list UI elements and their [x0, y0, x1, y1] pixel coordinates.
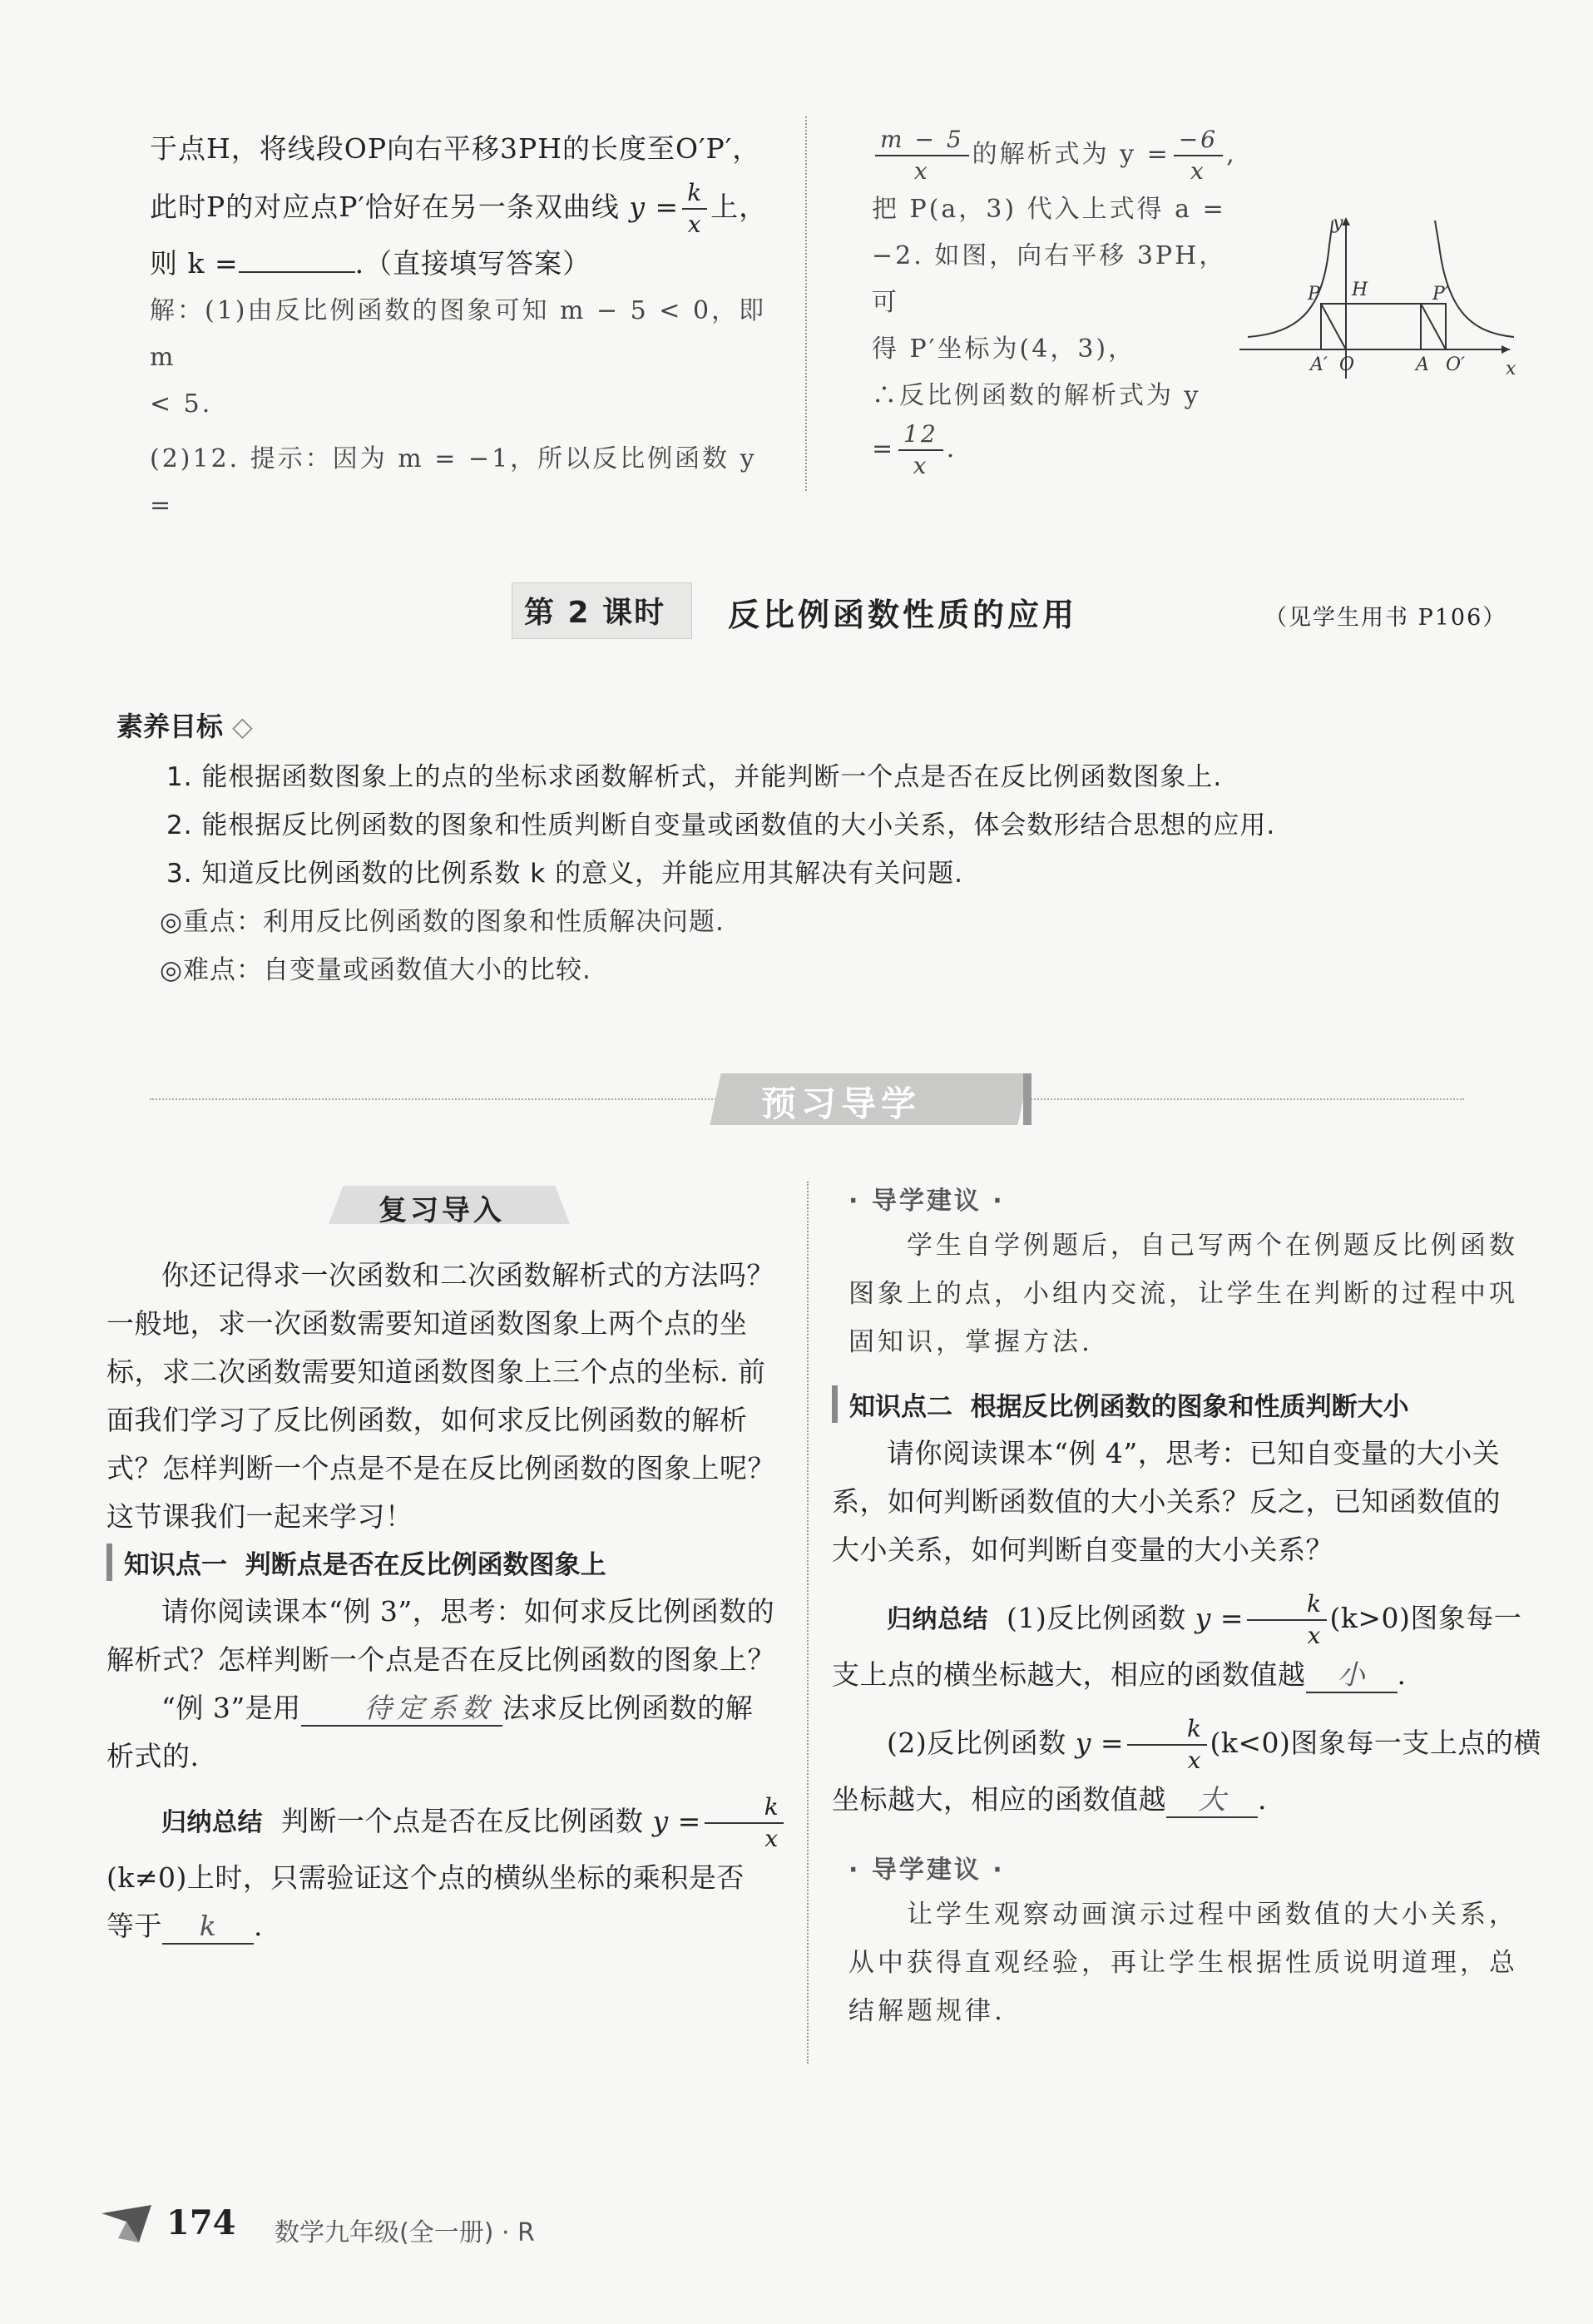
text-line: 你还记得求一次函数和二次函数解析式的方法吗？: [161, 1259, 774, 1291]
solution-line: < 5.: [150, 389, 213, 419]
label-P: P: [1308, 284, 1320, 305]
answer-blank: 大: [1166, 1783, 1258, 1818]
text-line: (2)反比例函数 y = $\frac{k}{x}$ (k<0)图象每一支上点的横: [887, 1715, 1541, 1774]
text-line: 图象上的点，小组内交流，让学生在判断的过程中巩: [848, 1279, 1518, 1309]
text-line: 归纳总结 (1)反比例函数 y = $\frac{k}{x}$ (k>0)图象每一: [887, 1590, 1522, 1649]
text-line: −2. 如图，向右平移 3PH，可: [872, 241, 1227, 317]
text-line: 析式的.: [106, 1740, 200, 1772]
label-Op: O′: [1446, 354, 1466, 375]
x-axis-arrow: [1501, 345, 1510, 354]
text-line: 把 P(a，3) 代入上式得 a =: [872, 195, 1226, 224]
goal-item: 1. 能根据函数图象上的点的坐标求函数解析式，并能判断一个点是否在反比例函数图象上.: [166, 762, 1223, 792]
answer-blank: 待定系数: [301, 1692, 502, 1727]
key-point: ◎重点：利用反比例函数的图象和性质解决问题.: [160, 907, 725, 937]
fraction: $\frac{k}{x}$: [705, 1792, 784, 1854]
text-line: 支上点的横坐标越大，相应的函数值越 小 .: [832, 1651, 1547, 1699]
guide-title-1: · 导学建议 ·: [848, 1187, 1005, 1216]
text-line: 式？怎样判断一个点是不是在反比例函数的图象上呢？: [106, 1452, 775, 1484]
text-line: (k≠0)上时，只需验证这个点的横纵坐标的乘积是否: [106, 1861, 745, 1894]
text-line: 面我们学习了反比例函数，如何求反比例函数的解析: [106, 1404, 748, 1436]
text-line: 让学生观察动画演示过程中函数值的大小关系，: [907, 1900, 1518, 1930]
solution-line: 解：(1)由反比例函数的图象可知 m − 5 < 0，即 m: [150, 296, 767, 372]
difficult-point: ◎难点：自变量或函数值大小的比较.: [160, 955, 591, 985]
segment-OpPp: [1421, 304, 1446, 349]
summary-label: 归纳总结: [887, 1605, 988, 1634]
text-line: 标，求二次函数需要知道函数图象上三个点的坐标. 前: [106, 1355, 766, 1388]
text-line: = $\frac{12}{x}$ .: [872, 420, 957, 479]
book-title: 数学九年级(全一册) · R: [275, 2218, 535, 2247]
guide-text-1: [848, 1221, 1531, 1366]
label-Ap: A′: [1310, 354, 1328, 375]
knowledge-point-2: 知识点二 根据反比例函数的图象和性质判断大小: [832, 1385, 1409, 1423]
goals-list: [160, 753, 1539, 994]
top-left-block: [150, 125, 790, 529]
fraction: $\frac{k}{x}$: [682, 178, 707, 240]
text-line: $\frac{m - 5}{x}$ 的解析式为 y = $\frac{-6}{x}$ ,: [872, 125, 1246, 186]
hyperbola-branch-right: [1435, 221, 1514, 337]
label-y: y: [1333, 213, 1343, 234]
label-A: A: [1416, 354, 1429, 375]
top-right-block: [872, 125, 1246, 481]
page-number: 174: [166, 2203, 236, 2242]
text-line: 得 P′坐标为(4，3)，: [872, 334, 1136, 364]
review-title: 复习导入: [378, 1194, 505, 1227]
text-line: 于点H，将线段OP向右平移3PH的长度至O′P′，: [150, 132, 761, 165]
text-line: 结解题规律.: [848, 1996, 1006, 2026]
text-line: 解析式？怎样判断一个点是否在反比例函数的图象上？: [106, 1643, 775, 1676]
student-book-ref: （见学生用书 P106）: [1264, 605, 1507, 631]
label-x: x: [1506, 359, 1516, 379]
text-line: 大小关系，如何判断自变量的大小关系？: [832, 1534, 1333, 1566]
answer-blank: 小: [1306, 1658, 1398, 1693]
hyperbola-branch-left: [1248, 221, 1333, 337]
text-line: ∴反比例函数的解析式为 y: [872, 381, 1201, 410]
fraction: $\frac{k}{x}$: [1127, 1714, 1206, 1776]
label-O: O: [1339, 354, 1355, 375]
answer-blank: [239, 271, 355, 273]
text-line: 归纳总结 判断一个点是否在反比例函数 y = $\frac{k}{x}$: [106, 1792, 797, 1854]
fraction: $\frac{m - 5}{x}$: [875, 125, 969, 186]
diamond-icon: ◇: [232, 711, 253, 742]
guide-text-2: [848, 1890, 1531, 2035]
text-line: 学生自学例题后，自己写两个在例题反比例函数: [907, 1231, 1518, 1261]
text-line: 则 k = .（直接填写答案）: [150, 247, 591, 280]
fraction: $\frac{12}{x}$: [898, 419, 943, 481]
goal-item: 2. 能根据反比例函数的图象和性质判断自变量或函数值的大小关系，体会数形结合思想的应用.: [166, 810, 1276, 840]
label-H: H: [1352, 280, 1368, 300]
text-line: 请你阅读课本“例 3”，思考：如何求反比例函数的: [161, 1595, 775, 1628]
summary-label: 归纳总结: [161, 1808, 263, 1837]
review-text: [106, 1251, 797, 1541]
goals-heading: 素养目标 ◇: [116, 711, 253, 742]
fraction: $\frac{-6}{x}$: [1174, 125, 1223, 186]
segment-OP: [1321, 304, 1346, 349]
text-line: 一般地，求一次函数需要知道函数图象上两个点的坐: [106, 1307, 748, 1340]
label-Pp: P′: [1432, 284, 1449, 305]
text-line: 请你阅读课本“例 4”，思考：已知自变量的大小关: [887, 1437, 1501, 1469]
fraction: $\frac{k}{x}$: [1247, 1589, 1326, 1651]
goal-item: 3. 知道反比例函数的比例系数 k 的意义，并能应用其解决有关问题.: [166, 859, 963, 889]
banner-title: 预习导学: [761, 1083, 922, 1124]
kp1-body: [106, 1588, 797, 1950]
y-axis-arrow: [1342, 217, 1350, 225]
banner-accent: [1023, 1073, 1031, 1125]
knowledge-point-1: 知识点一 判断点是否在反比例函数图象上: [106, 1544, 606, 1581]
text-line: 等于 k .: [106, 1902, 797, 1950]
text-line: 固知识，掌握方法.: [848, 1327, 1093, 1357]
kp2-body: [832, 1430, 1547, 1824]
column-divider: [807, 1182, 809, 2064]
text-line: 坐标越大，相应的函数值越 大 .: [832, 1776, 1547, 1824]
text-line: “例 3”是用 待定系数 法求反比例函数的解: [106, 1684, 797, 1732]
text-line: 从中获得直观经验，再让学生根据性质说明道理，总: [848, 1948, 1518, 1978]
text-line: 此时P的对应点P′恰好在另一条双曲线 y = $\frac{k}{x}$ 上，: [150, 179, 768, 238]
solution-line: (2)12. 提示：因为 m = −1，所以反比例函数 y =: [150, 444, 757, 520]
page-corner-icon: [101, 2205, 160, 2247]
hyperbola-graph: [1239, 212, 1522, 387]
answer-blank: k: [162, 1910, 254, 1945]
text-line: 这节课我们一起来学习！: [106, 1500, 413, 1533]
lesson-title: 反比例函数性质的应用: [728, 597, 1078, 633]
lesson-number: 第 2 课时: [524, 596, 666, 630]
column-divider: [805, 116, 807, 491]
text-line: 系，如何判断函数值的大小关系？反之，已知函数值的: [832, 1485, 1501, 1518]
guide-title-2: · 导学建议 ·: [848, 1856, 1005, 1885]
